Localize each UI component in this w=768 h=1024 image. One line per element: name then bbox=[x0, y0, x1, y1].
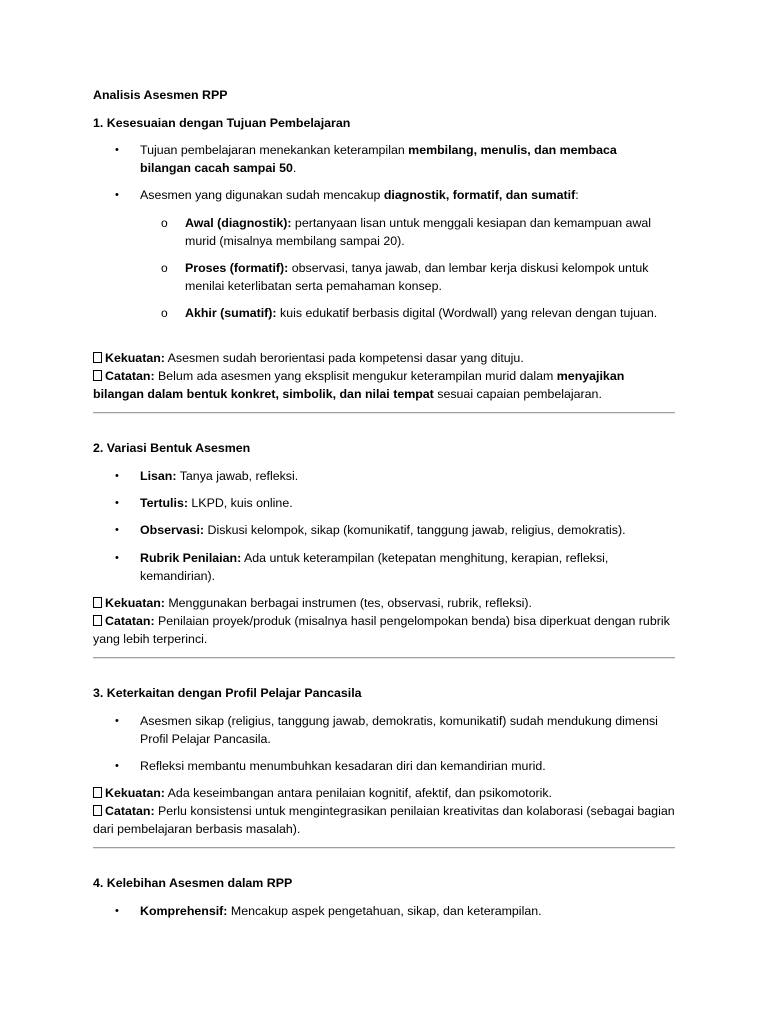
strength-note: Kekuatan: Asesmen sudah berorientasi pada kompetensi dasar yang dituju. bbox=[93, 349, 678, 367]
bullet-icon: • bbox=[115, 760, 119, 772]
bullet-icon: • bbox=[115, 552, 119, 564]
bullet-icon: • bbox=[115, 144, 119, 156]
bullet-icon: • bbox=[115, 189, 119, 201]
missing-glyph-icon bbox=[93, 597, 102, 608]
circle-bullet-icon: o bbox=[161, 216, 168, 230]
circle-bullet-icon: o bbox=[161, 261, 168, 275]
section-3-heading: 3. Keterkaitan dengan Profil Pelajar Pancasila bbox=[93, 686, 362, 700]
bullet-icon: • bbox=[115, 470, 119, 482]
section-4-heading: 4. Kelebihan Asesmen dalam RPP bbox=[93, 876, 293, 890]
missing-glyph-icon bbox=[93, 787, 102, 798]
bullet-icon: • bbox=[115, 715, 119, 727]
strength-note: Kekuatan: Menggunakan berbagai instrumen (tes, observasi, rubrik, refleksi). bbox=[93, 594, 678, 612]
document-title: Analisis Asesmen RPP bbox=[93, 88, 228, 102]
missing-glyph-icon bbox=[93, 352, 102, 363]
section-divider bbox=[93, 657, 675, 659]
remark-note: Catatan: Perlu konsistensi untuk mengintegrasikan penilaian kreativitas dan kolaborasi (sebagai bagian dari pembelajaran berbasis masalah). bbox=[93, 804, 675, 837]
bullet-icon: • bbox=[115, 905, 119, 917]
bullet-icon: • bbox=[115, 524, 119, 536]
remark-note: Catatan: Penilaian proyek/produk (misalnya hasil pengelompokan benda) bisa diperkuat dengan rubrik yang lebih terperinci. bbox=[93, 614, 670, 647]
missing-glyph-icon bbox=[93, 805, 102, 816]
missing-glyph-icon bbox=[93, 615, 102, 626]
missing-glyph-icon bbox=[93, 370, 102, 381]
section-divider bbox=[93, 412, 675, 414]
strength-note: Kekuatan: Ada keseimbangan antara penilaian kognitif, afektif, dan psikomotorik. bbox=[93, 784, 678, 802]
circle-bullet-icon: o bbox=[161, 306, 168, 320]
document-page: Analisis Asesmen RPP 1. Kesesuaian dengan Tujuan Pembelajaran • Tujuan pembelajaran menekankan keterampilan membilang, menulis, dan membaca bilangan cacah sampai 50. • Asesmen yang digunakan sudah mencakup diagnostik, formatif, dan sumatif: o Awal (diagnostik): pertanyaan lisan untuk menggali kesiapan dan kemampuan awal murid (misalnya membilang sampai 20). o Proses (formatif): observasi, tanya jawab, dan lembar kerja diskusi kelompok untuk menilai keterlibatan serta pemahaman konsep. o Akhir (sumatif): kuis edukatif berbasis digital (Wordwall) yang relevan dengan tujuan. Kekuatan: Asesmen sudah berorientasi pada kompetensi dasar yang dituju. Catatan: Belum ada asesmen yang eksplisit mengukur keterampilan murid dalam menyajikan bilangan dalam bentuk konkret, simbolik, dan nilai tempat sesuai capaian pembelajaran. 2. Variasi Bentuk Asesmen • Lisan: Tanya jawab, refleksi. • Tertulis: LKPD, kuis online. • Observasi: Diskusi kelompok, sikap (komunikatif, tanggung jawab, religius, demokratis). • Rubrik Penilaian: Ada untuk keterampilan (ketepatan menghitung, kerapian, refleksi, kemandirian). Kekuatan: Menggunakan berbagai instrumen (tes, observasi, rubrik, refleksi). Catatan: Penilaian proyek/produk (misalnya hasil pengelompokan benda) bisa diperkuat dengan rubrik yang lebih terperinci. 3. Keterkaitan dengan Profil Pelajar Pancasila • Asesmen sikap (religius, tanggung jawab, demokratis, komunikatif) sudah mendukung dimensi Profil Pelajar Pancasila. • Refleksi membantu menumbuhkan kesadaran diri dan kemandirian murid. Kekuatan: Ada keseimbangan antara penilaian kognitif, afektif, dan psikomotorik. Catatan: Perlu konsistensi untuk mengintegrasikan penilaian kreativitas dan kolaborasi (sebagai bagian dari pembelajaran berbasis masalah). 4. Kelebihan Asesmen dalam RPP • Komprehensif: Mencakup aspek pengetahuan, sikap, dan keterampilan. bbox=[0, 0, 768, 1024]
section-2-heading: 2. Variasi Bentuk Asesmen bbox=[93, 441, 251, 455]
bullet-icon: • bbox=[115, 497, 119, 509]
remark-note: Catatan: Belum ada asesmen yang eksplisit mengukur keterampilan murid dalam menyajikan bilangan dalam bentuk konkret, simbolik, dan nilai tempat sesuai capaian pembelajaran. bbox=[93, 369, 625, 402]
section-divider bbox=[93, 847, 675, 849]
section-1-heading: 1. Kesesuaian dengan Tujuan Pembelajaran bbox=[93, 116, 351, 130]
